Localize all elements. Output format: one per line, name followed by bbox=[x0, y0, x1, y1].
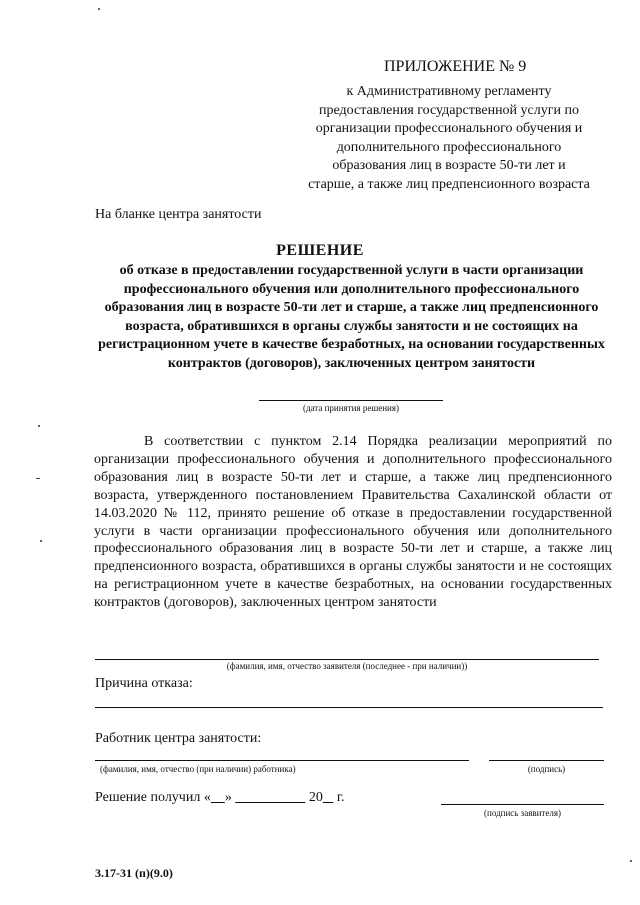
appendix-line: организации профессионального обучения и bbox=[315, 121, 583, 136]
form-code: 3.17-31 (п)(9.0) bbox=[95, 866, 173, 880]
appendix-line: образования лиц в возрасте 50-ти лет и bbox=[332, 158, 566, 173]
applicant-name-line bbox=[95, 659, 599, 660]
letterhead-note: На бланке центра занятости bbox=[95, 207, 262, 222]
received-suffix: г. bbox=[333, 790, 345, 805]
decision-received-line bbox=[95, 790, 345, 806]
received-day-blank bbox=[211, 790, 225, 805]
scan-speck bbox=[38, 425, 40, 427]
applicant-name-caption: (фамилия, имя, отчество заявителя (последнее - при наличии)) bbox=[226, 661, 468, 671]
received-month-blank bbox=[235, 790, 305, 805]
decision-title: РЕШЕНИЕ bbox=[276, 242, 364, 259]
decision-date-caption: (дата принятия решения) bbox=[302, 403, 400, 413]
received-year-blank bbox=[323, 790, 334, 805]
worker-name-line bbox=[95, 760, 469, 761]
received-mid: » bbox=[224, 790, 236, 805]
decision-subtitle: об отказе в предоставлении государственной услуги в части организации профессионального обучения или дополнительного профессионального образования лиц в возрасте 50-ти лет и старше, а также лиц предпенсионного возраста, обратившихся в органы службы занятости и не состоящих на регистрационном учете в качестве безработных, на основании государственных контрактов (договоров), заключенных центром занятости bbox=[98, 263, 605, 371]
appendix-title: ПРИЛОЖЕНИЕ № 9 bbox=[384, 58, 527, 75]
applicant-signature-caption: (подпись заявителя) bbox=[484, 808, 561, 818]
appendix-line: предоставления государственной услуги по bbox=[319, 102, 579, 118]
applicant-signature-line bbox=[441, 804, 604, 805]
worker-signature-line bbox=[489, 760, 604, 761]
refusal-reason-label: Причина отказа: bbox=[95, 676, 193, 691]
scan-speck bbox=[630, 860, 632, 862]
scan-speck bbox=[40, 540, 42, 542]
appendix-reference bbox=[286, 83, 612, 194]
decision-body-text: В соответствии с пунктом 2.14 Порядка реализации мероприятий по организации профессионального обучения и дополнительного профессионального образования лиц в возрасте 50-ти лет и старше, а также лиц предпенсионного возраста, утвержденного постановлением Правительства Сахалинской области от 14.03.2020 № 112, принято решение об отказе в предоставлении государственной услуги в части организации профессионального обучения или дополнительного профессионального образования лиц в возрасте 50-ти лет и старше, а также лиц предпенсионного возраста, обратившихся в органы службы занятости и не состоящих на регистрационном учете в качестве безработных, на основании государственных контрактов (договоров), заключенных центром занятости bbox=[94, 434, 612, 611]
worker-name-caption: (фамилия, имя, отчество (при наличии) работника) bbox=[100, 764, 296, 774]
received-prefix: Решение получил « bbox=[95, 790, 211, 805]
received-year-prefix: 20 bbox=[305, 790, 323, 805]
scan-speck bbox=[98, 8, 100, 10]
worker-signature-caption: (подпись) bbox=[527, 764, 566, 774]
scan-speck bbox=[36, 478, 40, 479]
appendix-line: дополнительного профессионального bbox=[336, 139, 562, 155]
decision-date-line bbox=[259, 400, 443, 401]
refusal-reason-line bbox=[95, 707, 603, 708]
appendix-line: старше, а также лиц предпенсионного возраста bbox=[308, 176, 590, 192]
appendix-line: к Административному регламенту bbox=[346, 84, 552, 99]
worker-label: Работник центра занятости: bbox=[95, 731, 262, 746]
